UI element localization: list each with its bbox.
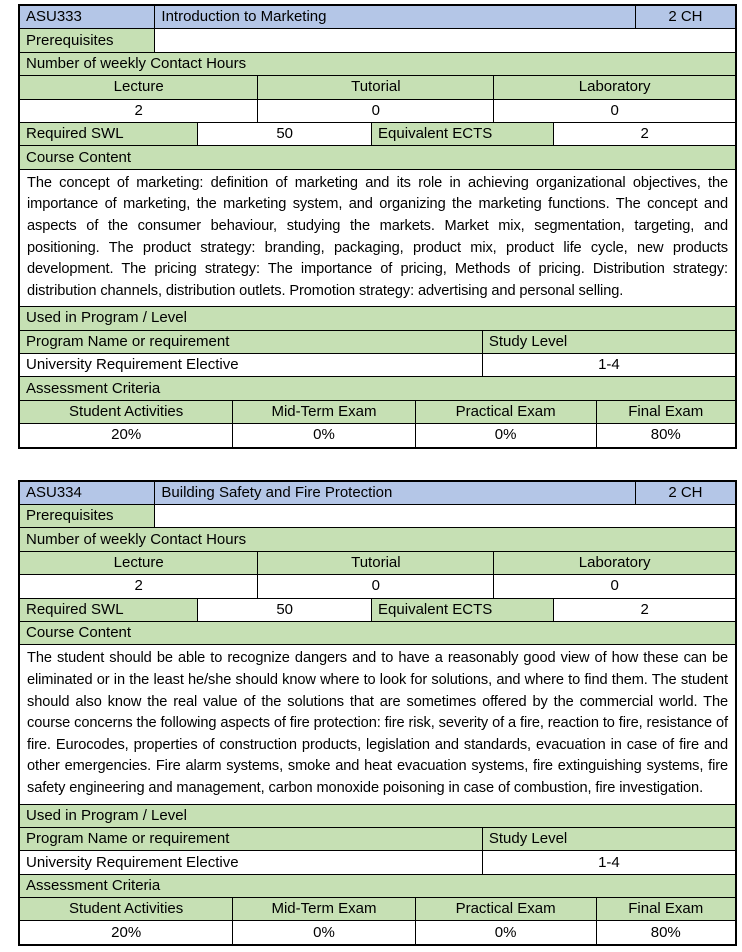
contact-hours-header-row — [20, 52, 735, 75]
practical-exam-label: Practical Exam — [415, 401, 596, 423]
equivalent-ects-value: 2 — [553, 599, 735, 621]
credit-hours: 2 CH — [635, 482, 735, 504]
contact-hours-labels-row — [20, 551, 735, 574]
prerequisites-value — [154, 505, 735, 527]
contact-hours-values-row — [20, 99, 735, 122]
contact-hours-header-row — [20, 527, 735, 550]
swl-row — [20, 598, 735, 621]
laboratory-label: Laboratory — [493, 76, 735, 98]
course-header-row — [20, 6, 735, 28]
program-name-value: University Requirement Elective — [26, 356, 239, 374]
required-swl-value: 50 — [197, 123, 371, 145]
program-labels-row — [20, 827, 735, 850]
course-content-header-row — [20, 621, 735, 644]
equivalent-ects-label: Equivalent ECTS — [371, 123, 553, 145]
used-in-program-row — [20, 306, 735, 329]
course-code: ASU333 — [20, 6, 154, 28]
assessment-values-row — [20, 920, 735, 943]
lecture-value: 2 — [134, 101, 143, 119]
assessment-header-row — [20, 874, 735, 897]
practical-exam-value: 0% — [415, 921, 596, 943]
used-in-program-header: Used in Program / Level — [20, 805, 735, 827]
course-content-row — [20, 169, 735, 307]
contact-hours-header: Number of weekly Contact Hours — [20, 528, 735, 550]
mid-term-exam-value: 0% — [232, 921, 414, 943]
final-exam-value: 80% — [596, 424, 735, 446]
mid-term-exam-label: Mid-Term Exam — [232, 401, 414, 423]
practical-exam-value: 0% — [415, 424, 596, 446]
prerequisites-row — [20, 28, 735, 51]
equivalent-ects-value: 2 — [553, 123, 735, 145]
course-table-asu334 — [18, 480, 737, 946]
mid-term-exam-value: 0% — [232, 424, 414, 446]
prerequisites-label: Prerequisites — [20, 505, 154, 527]
final-exam-label: Final Exam — [596, 898, 735, 920]
program-name-label: Program Name or requirement — [20, 331, 482, 353]
program-values-row — [20, 850, 735, 873]
required-swl-label: Required SWL — [20, 123, 197, 145]
tutorial-value: 0 — [257, 575, 493, 597]
lecture-value: 2 — [134, 577, 143, 595]
tutorial-label: Tutorial — [257, 552, 493, 574]
course-content-label: Course Content — [20, 146, 735, 168]
used-in-program-row — [20, 804, 735, 827]
course-content-header-row — [20, 145, 735, 168]
course-content-label: Course Content — [20, 622, 735, 644]
required-swl-label: Required SWL — [20, 599, 197, 621]
course-title: Introduction to Marketing — [154, 6, 634, 28]
final-exam-label: Final Exam — [596, 401, 735, 423]
study-level-label: Study Level — [482, 828, 735, 850]
student-activities-label: Student Activities — [20, 401, 232, 423]
mid-term-exam-label: Mid-Term Exam — [232, 898, 414, 920]
course-content-text: The concept of marketing: definition of marketing and its role in achieving organizational objectives, the importance of marketing, the marketing system, and organizing the marketing functions. The concept and aspects of the consumer behaviour, studying the markets. Market mix, segmentation, targeting, and positioning. The product strategy: branding, packaging, product mix, product life cycle, new products development. The pricing strategy: The importance of pricing, Methods of pricing. Distribution strategy: distribution channels, distribution outlets. Promotion strategy: advertising and personal selling. — [27, 174, 728, 299]
assessment-criteria-header: Assessment Criteria — [20, 377, 735, 399]
equivalent-ects-label: Equivalent ECTS — [371, 599, 553, 621]
student-activities-value: 20% — [111, 426, 142, 444]
used-in-program-header: Used in Program / Level — [20, 307, 735, 329]
assessment-labels-row — [20, 400, 735, 423]
assessment-labels-row — [20, 897, 735, 920]
contact-hours-values-row — [20, 574, 735, 597]
assessment-header-row — [20, 376, 735, 399]
course-table-asu333 — [18, 4, 737, 449]
student-activities-value: 20% — [111, 923, 142, 941]
laboratory-value: 0 — [493, 100, 735, 122]
required-swl-value: 50 — [197, 599, 371, 621]
prerequisites-value — [154, 29, 735, 51]
laboratory-label: Laboratory — [493, 552, 735, 574]
course-code: ASU334 — [20, 482, 154, 504]
credit-hours: 2 CH — [635, 6, 735, 28]
program-name-value: University Requirement Elective — [26, 853, 239, 871]
lecture-label: Lecture — [20, 552, 257, 574]
prerequisites-label: Prerequisites — [20, 29, 154, 51]
course-header-row — [20, 482, 735, 504]
final-exam-value: 80% — [596, 921, 735, 943]
practical-exam-label: Practical Exam — [415, 898, 596, 920]
tutorial-label: Tutorial — [257, 76, 493, 98]
study-level-value: 1-4 — [482, 851, 735, 873]
assessment-criteria-header: Assessment Criteria — [20, 875, 735, 897]
program-values-row — [20, 353, 735, 376]
tutorial-value: 0 — [257, 100, 493, 122]
course-title: Building Safety and Fire Protection — [154, 482, 634, 504]
study-level-value: 1-4 — [482, 354, 735, 376]
contact-hours-labels-row — [20, 75, 735, 98]
swl-row — [20, 122, 735, 145]
student-activities-label: Student Activities — [20, 898, 232, 920]
laboratory-value: 0 — [493, 575, 735, 597]
lecture-label: Lecture — [20, 76, 257, 98]
contact-hours-header: Number of weekly Contact Hours — [20, 53, 735, 75]
program-labels-row — [20, 330, 735, 353]
program-name-label: Program Name or requirement — [20, 828, 482, 850]
study-level-label: Study Level — [482, 331, 735, 353]
course-content-row — [20, 644, 735, 803]
prerequisites-row — [20, 504, 735, 527]
assessment-values-row — [20, 423, 735, 446]
course-content-text: The student should be able to recognize dangers and to have a reasonably good view of how these can be eliminated or in the least he/she should know where to look for solutions, and where to find them. The student should also know the real value of the solutions that are sometimes offered by the commercial world. The course concerns the following aspects of fire protection: fire risk, severity of a fire, reaction to fire, resistance of fire. Eurocodes, properties of construction products, legislation and standards, evacuation in case of fire and other emergencies. Fire alarm systems, smoke and heat evacuation systems, fire extinguishing systems, fire safety engineering and management, carbon monoxide poisoning in case of combustion, fire investigation. — [27, 650, 728, 796]
